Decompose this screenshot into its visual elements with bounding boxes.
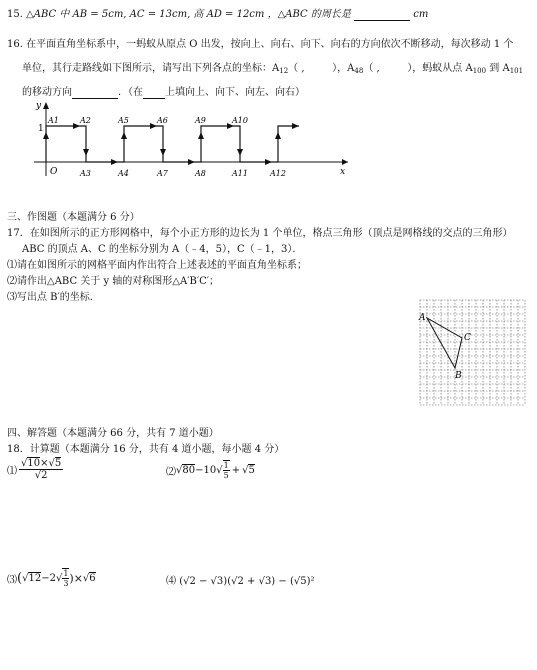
label-a2: A2 [80, 116, 91, 125]
q17-item1: ⑴请在如图所示的网格平面内作出符合上述表述的平面直角坐标系； [7, 260, 307, 271]
q18-heading: 18．计算题（本题满分 16 分，共有 4 道小题，每小题 4 分） [7, 444, 285, 455]
x-axis-arrow [342, 159, 348, 165]
tick-one-label: 1 [38, 124, 44, 134]
q15-text: △ABC 中 AB = 5cm, AC = 13cm, 高 AD = 12cm ，△ABC 的周长是 [26, 9, 351, 20]
label-a10: A10 [232, 116, 248, 125]
label-a9: A9 [195, 116, 206, 125]
q17-line2: ABC 的顶点 A、C 的坐标分别为 A（﹣4，5），C（﹣1，3）． [22, 244, 303, 255]
q16-a48-blank[interactable]: , [373, 63, 383, 74]
problem-3-frac-den: 3 [63, 579, 69, 588]
problem-1-label: ⑴ [7, 466, 17, 477]
q16-text1: 在平面直角坐标系中，一蚂蚁从原点 O 出发，按向上、向右、向下、向右的方向依次不断移动，每次移动 1 个 [26, 39, 514, 50]
problem-4 [166, 572, 315, 587]
problem-2: ⑵ √80 −10 √ $\frac{1}{5}$ + √5 [166, 461, 255, 480]
problem-2-plus: + [231, 464, 241, 476]
problem-2-frac-num: 1 [223, 461, 229, 470]
path-arrows [43, 123, 299, 165]
label-a1: A1 [48, 116, 59, 125]
problem-1-denominator: √2 [34, 470, 48, 481]
problem-2-label: ⑵ [166, 466, 176, 478]
label-a6: A6 [157, 116, 168, 125]
grid-figure [418, 298, 530, 406]
q17-item3: ⑶写出点 B′的坐标． [7, 292, 100, 303]
q15-answer-blank[interactable] [354, 9, 410, 21]
y-axis-label: y [36, 101, 42, 111]
triangle-abc [427, 318, 462, 368]
label-a12: A12 [270, 169, 286, 178]
problem-1-radicand-2: 5 [54, 458, 62, 469]
problem-3-radicand-2: 6 [89, 572, 96, 584]
section3-heading: 三、作图题（本题满分 6 分） [7, 212, 140, 223]
problem-2-frac-den: 5 [223, 471, 229, 480]
label-a4: A4 [118, 169, 129, 178]
problem-2-fraction [223, 460, 230, 480]
label-grid-b: B [455, 371, 462, 381]
q16-text3: 的移动方向 [22, 87, 72, 98]
q16-number: 16. [7, 39, 23, 50]
problem-1 [7, 458, 63, 481]
origin-label: O [50, 167, 58, 177]
q16-text2: 单位，其行走路线如下图所示，请写出下列各点的坐标：A [22, 63, 280, 74]
problem-3-open: ( [17, 570, 23, 586]
q16-to: 到 A [486, 63, 510, 74]
label-a8: A8 [195, 169, 206, 178]
problem-1-times: × [40, 458, 49, 469]
label-a5: A5 [118, 116, 129, 125]
q16-paren-close-2: ），蚂蚁从点 A [407, 63, 473, 74]
q16-text3b: ．（在 [118, 87, 143, 98]
label-a11: A11 [232, 169, 248, 178]
q16-paren-open-2: （ [363, 63, 374, 74]
label-grid-a: A [419, 313, 426, 323]
q17-item2: ⑵请作出△ABC 关于 y 轴的对称图形△A′B′C′； [7, 276, 220, 287]
q16-a12-blank[interactable]: , [298, 63, 308, 74]
problem-1-fraction [19, 458, 63, 481]
ant-path [46, 126, 299, 162]
q16-a101-sub: 101 [509, 67, 524, 75]
problem-2-minus: −10 [195, 464, 217, 476]
q16-text3c: 上填向上、向下、向左、向右） [165, 87, 305, 98]
label-a3: A3 [80, 169, 91, 178]
label-a7: A7 [157, 169, 168, 178]
problem-3-fraction [62, 568, 69, 588]
q15-number: 15. [7, 9, 23, 20]
problem-1-numerator: √10×√5 [21, 458, 62, 469]
problem-3-radicand-1: 12 [28, 572, 42, 584]
problem-2-radicand-1: 80 [182, 464, 196, 476]
q16-paren-open-1: （ [288, 63, 299, 74]
problem-3-minus: −2 [41, 572, 56, 584]
y-axis-arrow [43, 102, 49, 109]
problem-3-close: )× [69, 571, 83, 585]
problem-1-radicand-1: 10 [27, 458, 41, 469]
q16-a100-sub: 100 [472, 67, 487, 75]
q15-line [7, 5, 428, 21]
q16-a12-sub: 12 [279, 67, 289, 75]
problem-3-label: ⑶ [7, 574, 17, 586]
section4-heading: 四、解答题（本题满分 66 分，共有 7 道小题） [7, 428, 219, 439]
ant-path-diagram [0, 96, 537, 182]
q17-line1: 17．在如图所示的正方形网格中，每个小正方形的边长为 1 个单位，格点三角形（顶点是网格线的交点的三角形） [7, 228, 513, 239]
problem-3: ⑶ ( √12 −2 √ $\frac{1}{3}$ )× √6 [7, 569, 96, 588]
x-axis-label: x [340, 167, 346, 177]
q16-line1 [7, 35, 513, 50]
q15-unit: cm [413, 9, 429, 20]
q16-paren-close-1: ），A [332, 63, 355, 74]
problem-4-label: ⑷ [166, 576, 176, 587]
problem-2-radicand-2: 5 [248, 464, 255, 476]
problem-1-radicand-3: 2 [41, 470, 48, 481]
problem-4-expression: (√2 − √3)(√2 + √3) − (√5)² [179, 576, 315, 587]
label-grid-c: C [464, 333, 471, 343]
problem-3-frac-num: 1 [63, 569, 69, 578]
q16-a48-sub: 48 [354, 67, 364, 75]
q16-line2 [22, 59, 523, 75]
